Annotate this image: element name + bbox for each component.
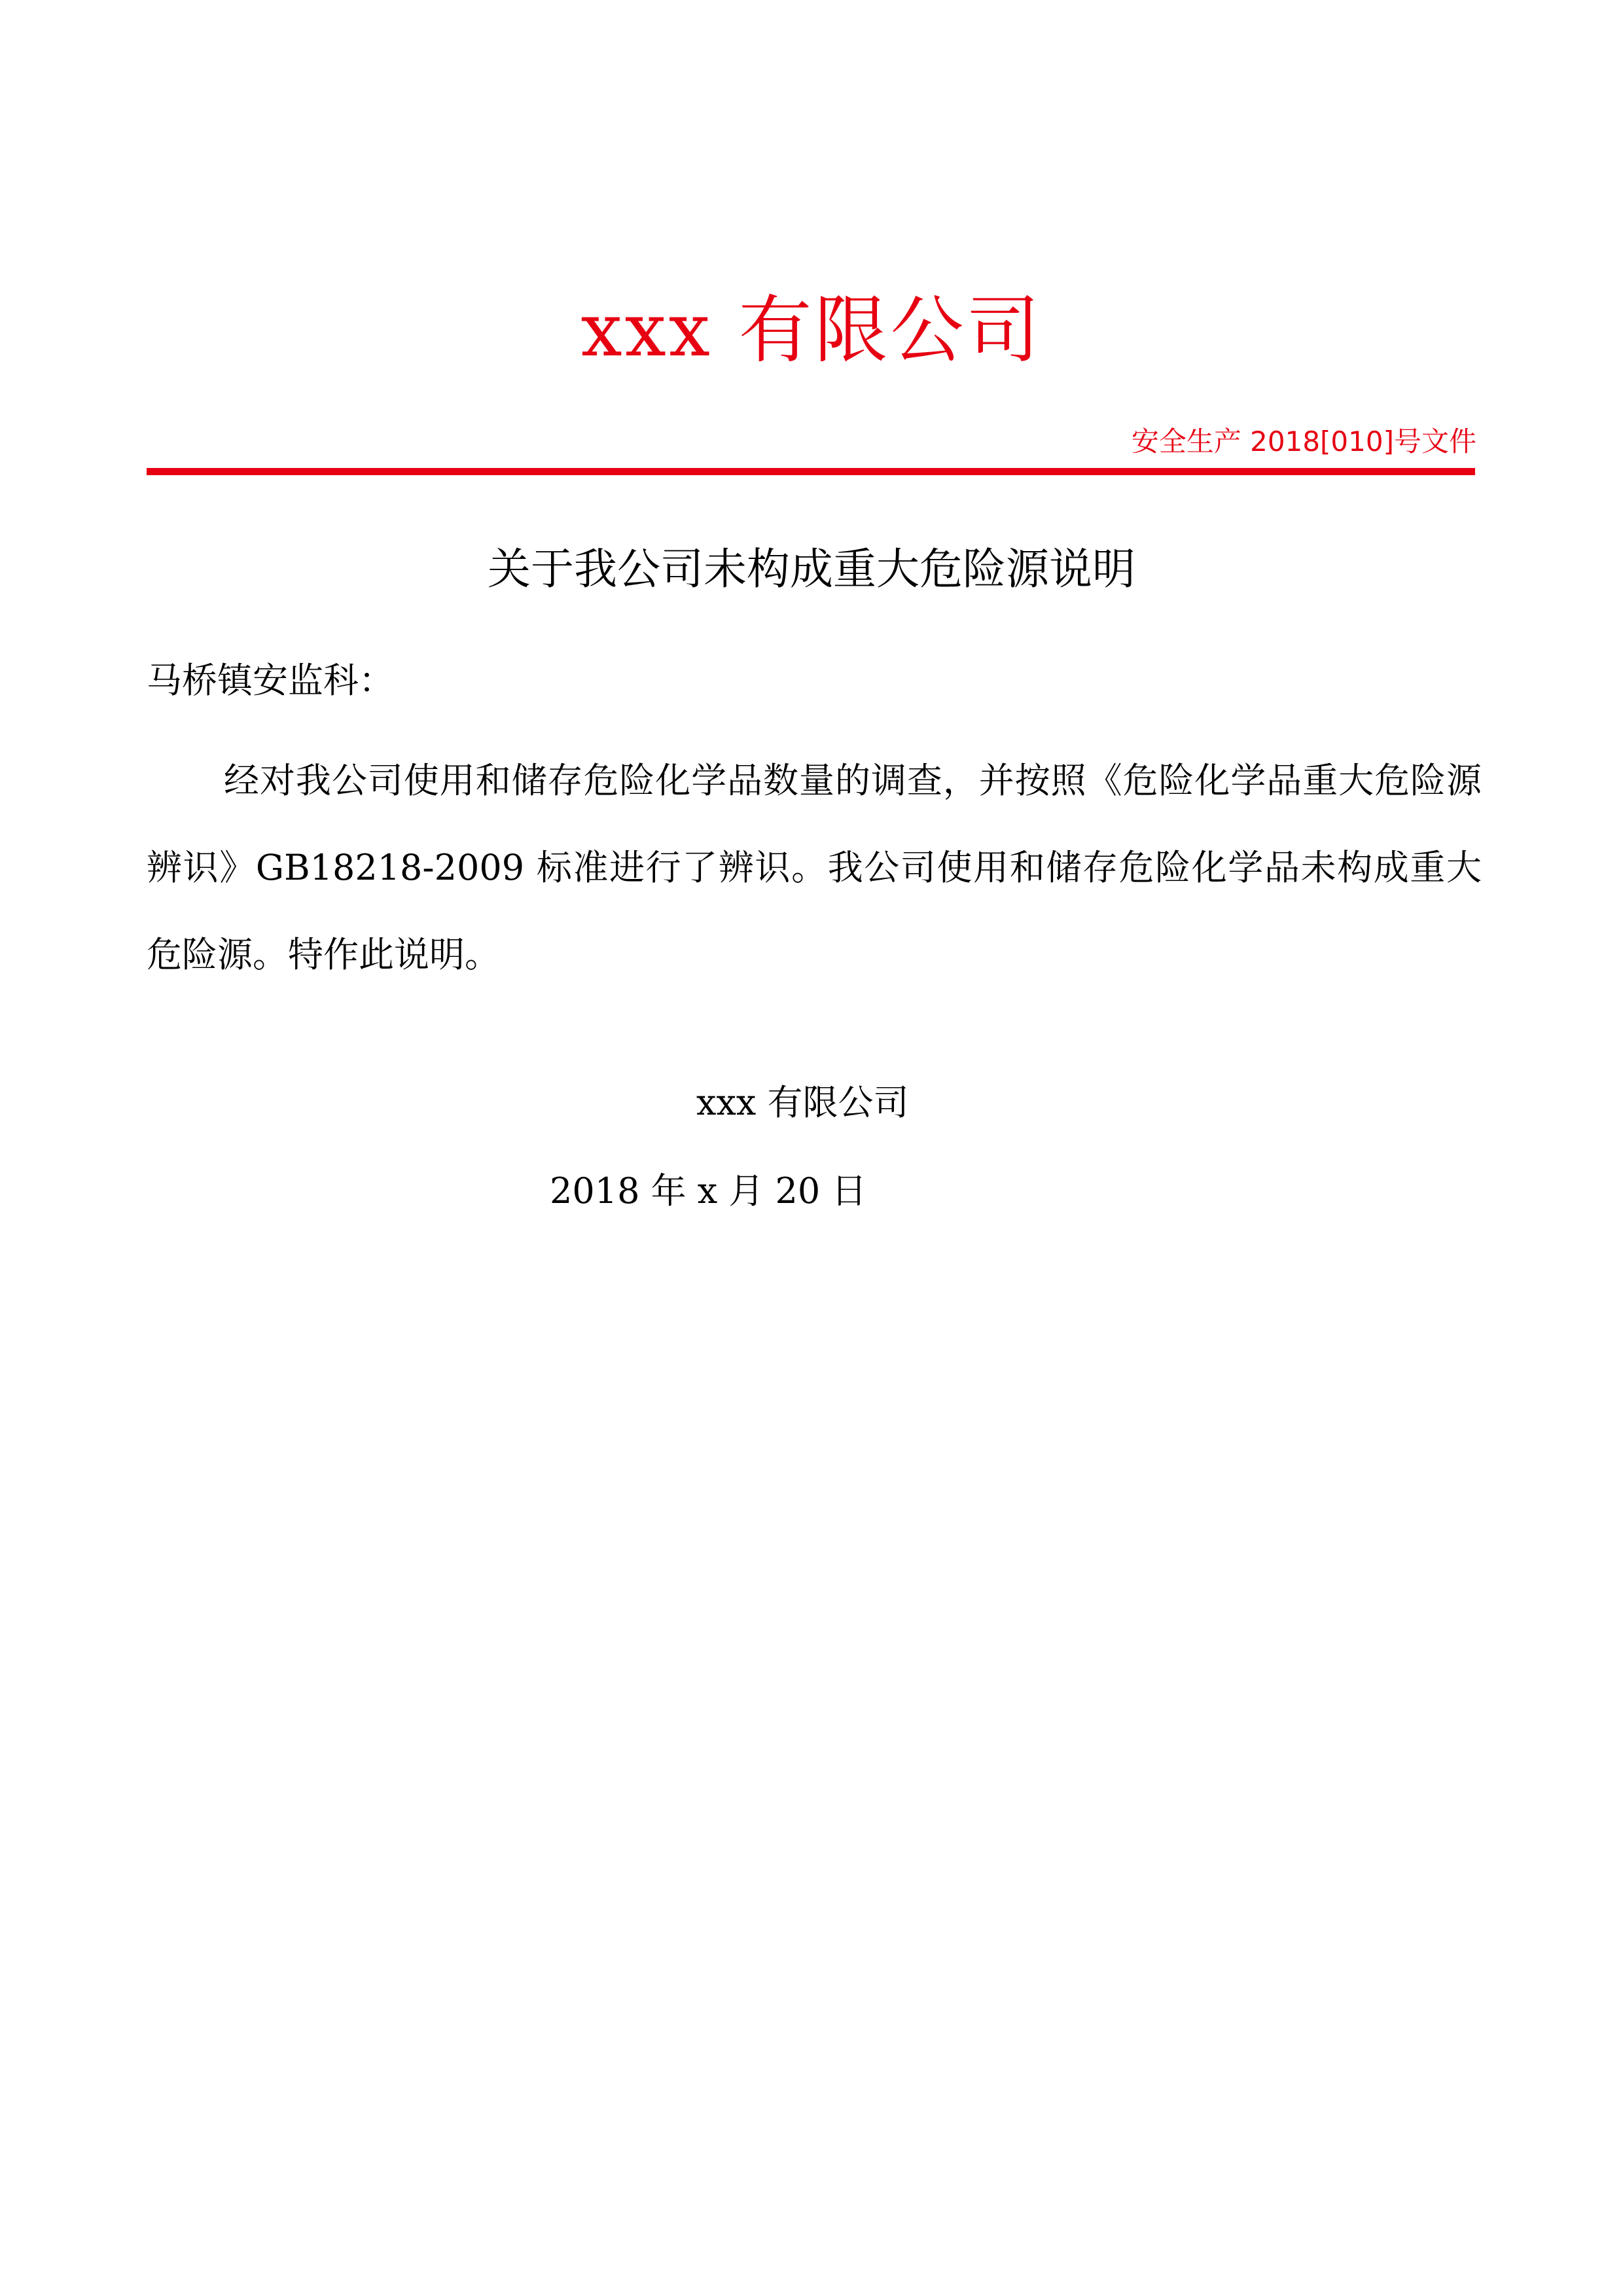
recipient-line: 马桥镇安监科： [147, 660, 394, 701]
signature-company: xxx 有限公司 [696, 1082, 909, 1123]
letterhead-company-name: xxx 有限公司 [580, 288, 1043, 373]
body-paragraph: 经对我公司使用和储存危险化学品数量的调查，并按照《危险化学品重大危险源辨识》GB18218-2009 标准进行了辨识。我公司使用和储存危险化学品未构成重大危险源。特作此说明。 [147, 760, 1482, 975]
document-title: 关于我公司未构成重大危险源说明 [488, 544, 1135, 594]
signature-date: 2018 年 x 月 20 日 [550, 1170, 867, 1211]
letterhead-divider [147, 468, 1475, 475]
document-number: 安全生产 2018[010]号文件 [1131, 425, 1476, 457]
